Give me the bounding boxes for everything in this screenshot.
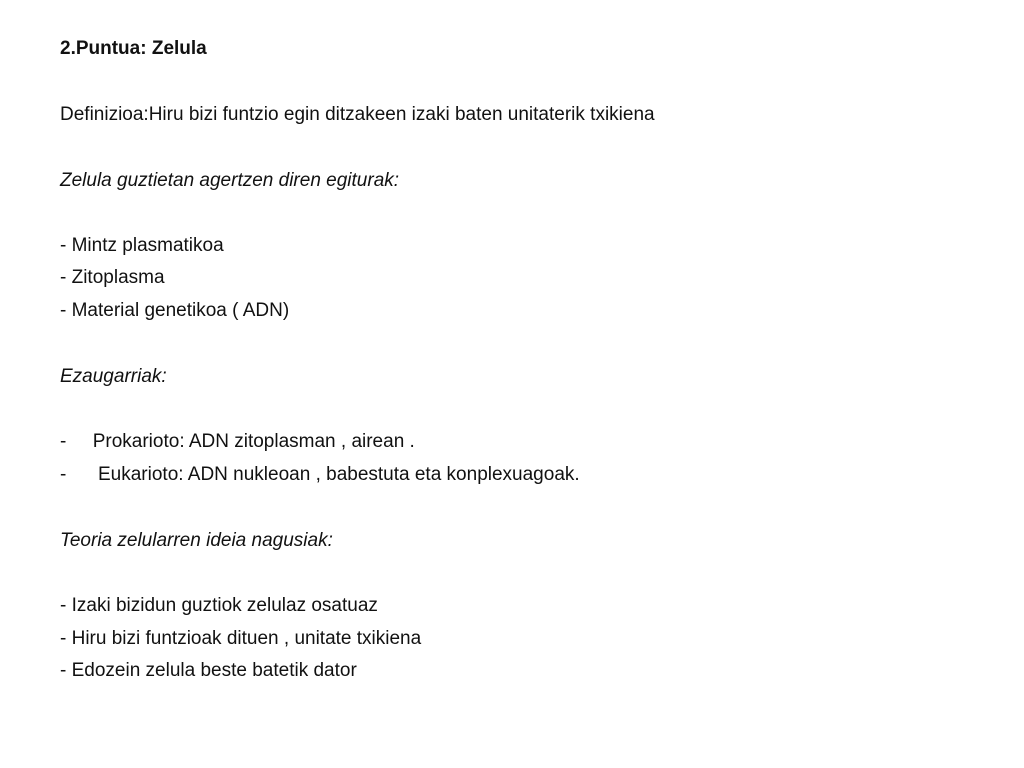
structure-item: - Mintz plasmatikoa — [60, 235, 224, 256]
structure-item: - Zitoplasma — [60, 267, 165, 288]
cell-theory-item: - Edozein zelula beste batetik dator — [60, 660, 357, 681]
cell-theory-item: - Hiru bizi funtzioak dituen , unitate txikiena — [60, 628, 422, 649]
characteristic-item: - Prokarioto: ADN zitoplasman , airean . — [60, 431, 415, 452]
cell-theory-item: - Izaki bizidun guztiok zelulaz osatuaz — [60, 595, 378, 616]
definition-text: Definizioa:Hiru bizi funtzio egin ditzakeen izaki baten unitaterik txikiena — [60, 104, 655, 125]
characteristic-item: - Eukarioto: ADN nukleoan , babestuta eta konplexuagoak. — [60, 464, 580, 485]
structures-heading: Zelula guztietan agertzen diren egiturak: — [60, 170, 400, 191]
characteristics-heading: Ezaugarriak: — [60, 366, 167, 387]
structure-item: - Material genetikoa ( ADN) — [60, 300, 290, 321]
cell-theory-heading: Teoria zelularren ideia nagusiak: — [60, 530, 333, 551]
slide-title: 2.Puntua: Zelula — [60, 38, 207, 59]
